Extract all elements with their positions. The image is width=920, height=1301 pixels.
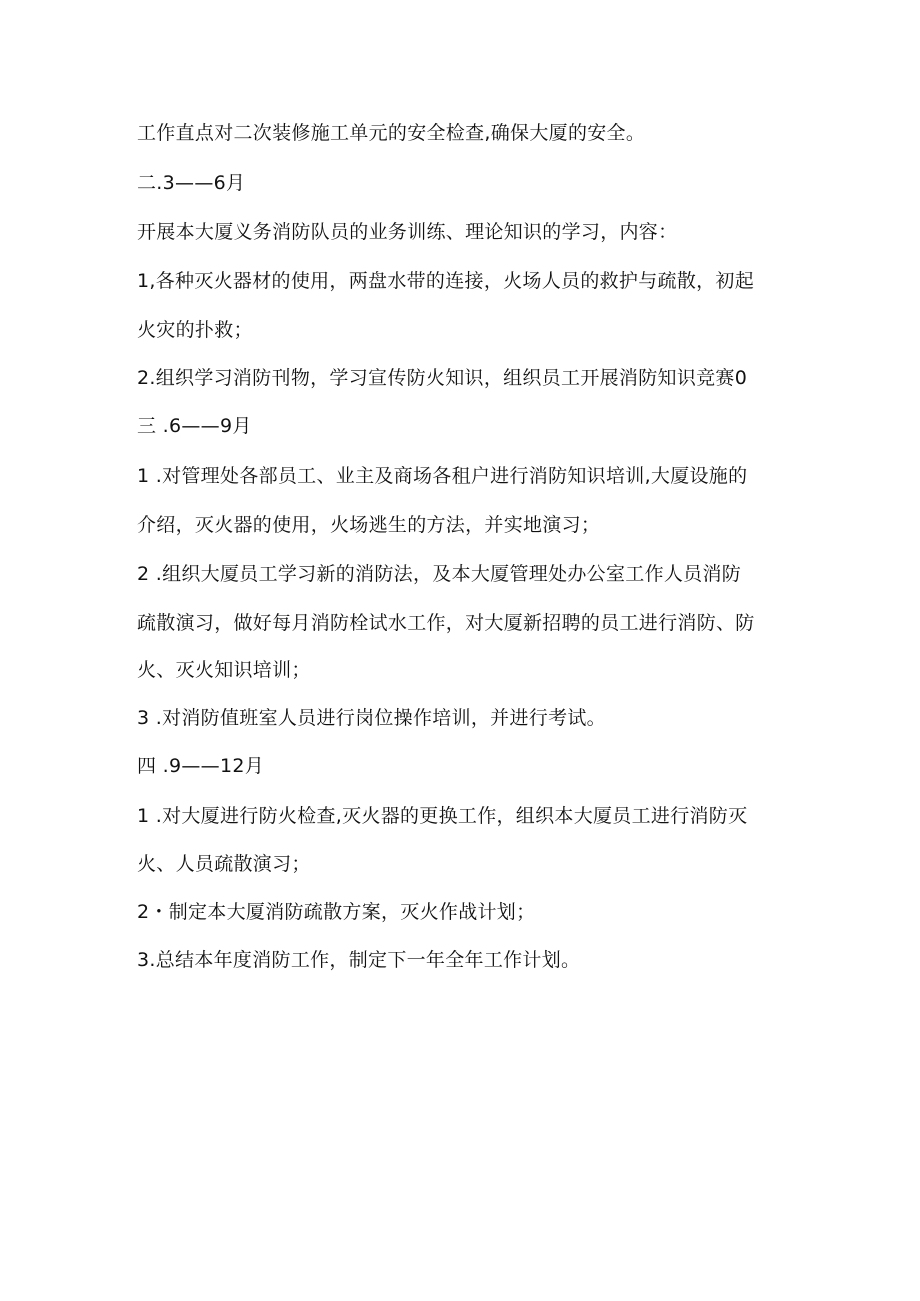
list-item-continuation: 火、人员疏散演习； [137, 853, 311, 875]
list-item: 1,各种灭火器材的使用，两盘水带的连接，火场人员的救护与疏散，初起 [137, 270, 755, 292]
list-item: 2.组织学习消防刊物，学习宣传防火知识，组织员工开展消防知识竞赛0 [137, 367, 748, 389]
list-item-continuation: 疏散演习，做好每月消防栓试水工作，对大厦新招聘的员工进行消防、防 [137, 612, 755, 634]
list-item: 3.总结本年度消防工作，制定下一年全年工作计划。 [137, 949, 581, 971]
section-heading-4: 四 .9——12月 [137, 755, 265, 777]
list-item-continuation: 火、灭火知识培训； [137, 659, 311, 681]
list-item: 2 .组织大厦员工学习新的消防法，及本大厦管理处办公室工作人员消防 [137, 563, 742, 585]
list-item-continuation: 火灾的扑救； [137, 319, 253, 341]
list-item-continuation: 介绍，灭火器的使用，火场逃生的方法，并实地演习； [137, 514, 601, 536]
list-item: 1 .对管理处各部员工、业主及商场各租户进行消防知识培训,大厦设施的 [137, 465, 748, 487]
list-item: 2・制定本大厦消防疏散方案，灭火作战计划； [137, 901, 536, 923]
body-text-line: 开展本大厦义务消防队员的业务训练、理论知识的学习，内容： [137, 221, 678, 243]
body-text-line: 工作直点对二次装修施工单元的安全检查,确保大厦的安全。 [137, 122, 646, 144]
section-heading-3: 三 .6——9月 [137, 415, 252, 437]
list-item: 3 .对消防值班室人员进行岗位操作培训，并进行考试。 [137, 707, 606, 729]
section-heading-2: 二.3——6月 [137, 172, 246, 194]
list-item: 1 .对大厦进行防火检查,灭火器的更换工作，组织本大厦员工进行消防灭 [137, 805, 748, 827]
